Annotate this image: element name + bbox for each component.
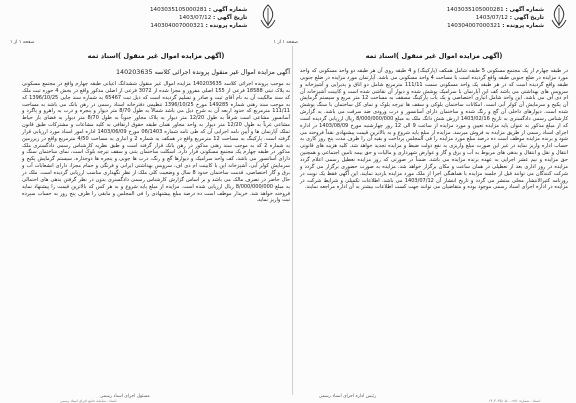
signature: رئیس اداره اجرای اسناد رسمی — [318, 394, 376, 399]
notice-body: به موجب پرونده اجرائی کلاسه 140203635 مزایده اموال غیر منقول ششدانگ اعیانی طبقه چهارم واقع در مجتمع مسکونی به پلاک ثبتی 18588 فرعی از 155 اصلی مفروز و مجزا شده از 3072 فرعی از اصلی مذکور واقع در بخش 4 حوزه ثبت ملک که سند مالکیت آن به نام آقای ثبت و صادر و تسلیم گردیده است که ذیل ثبت 65467 به شماره سند چاپی 1396/10/25 که به موجب سند رهنی شماره 149285 مورخ 1396/10/25 تنظیمی دفترخانه اسناد رسمی در رهن بانک می باشد به مساحت 111/11 مترمربع که حدود اربعه آن به شرح ذیل می باشد شمالاً به طول 8/70 متر دیوار و پنجره و درب به راهرو و پاگرد و آسانسور مشاعی است شرقاً به طول 12/20 متر دیوار به پلاک مجاور جنوباً به طول 8/70 متر دیوار به فضای باز حیاط مشاعی غرباً به طول 12/20 متر دیوار به واحد مجاور همان طبقه حقوق ارتفاقی به کلیه مشاعات و مشترکات طبق قانون تملک آپارتمان ها و آیین نامه اجرایی آن که طی نامه شماره 06/1403 مورخ 1403/06/09 اداره امور اسناد مورد ارزیابی قرار گرفته است. پارکینگ به مساحت 12 مترمربع واقع در همکف به شماره 2 و انباری به مساحت 4/50 مترمربع واقع در زیرزمین به شماره 2 که به موجب سند رهنی مذکور در رهن بانک قرار گرفته است و طبق نظریه کارشناس رسمی دادگستری ملک مذکور در طبقه چهارم یک مجتمع مسکونی قرار دارد. اسکلت ساختمان بتنی و سقف تیرچه بلوک است، نمای ساختمان سنگ و دارای آسانسور می باشد، کف واحد سرامیک و دیوارها گچ و رنگ، درب ها چوبی و پنجره ها دوجداره، سیستم گرمایش پکیج و سرمایش کولر آبی، آشپزخانه اپن با کابینت ام دی اف، سرویس بهداشتی ایرانی و فرنگی و حمام مجزا، دارای انشعابات آب و برق و گاز اختصاصی، قدمت ساختمان حدود 8 سال و وضعیت کلی ملک از نظر نگهداری مناسب ارزیابی گردیده است. ملک در حال حاضر در تصرف مالک می باشد و بر اساس گزارش کارشناس رسمی دادگستری بدون در نظر گرفتن بدهی های احتمالی به مبلغ 8/000/000/000 ریال ارزیابی شده است. مزایده از مبلغ پایه شروع و به هر کس که بالاترین قیمت را پیشنهاد نماید فروخته خواهد شد. خریدار موظف است ده درصد مبلغ پیشنهادی را فی المجلس و مابقی را ظرف پنج روز به حساب سپرده ثبت واریز نماید. — [22, 81, 291, 204]
ad-number-value: 1403035105000281 — [150, 7, 207, 13]
column-divider — [292, 46, 293, 395]
ad-number-value: 1403035105000281 — [446, 7, 504, 13]
emblem-icon — [258, 4, 278, 30]
emblem-icon — [549, 4, 569, 30]
notice-body: در طبقه چهارم از یک مجتمع مسکونی 5 طبقه شامل همکف (پارکینگ) و 4 طبقه روی آن هر طبقه دو واحد مسکونی که واحد مورد مزایده در ضلع جنوبی طبقه واقع گردیده است با مساحت 4 واحد مسکونی می باشد. آپارتمان مورد مزایده در ضلع جنوبی طبقه واقع گردیده است که در هر طبقه یک واحد مسکونی سمت 111/11 مترمربع شامل دو اتاق و پذیرایی و آشپزخانه و سرویس های بهداشتی می باشد کف این آپارتمان با سرامیک پوشش شده و دیوار آن نقاشی شده است و کابینت آشپزخانه آن ام دی اف می باشد. این واحد شامل انباری اختصاصی و یک باب پارکینگ مسقف به مساحت 12 متر مربع و سیستم گرمایش آن پکیج و سرمایش آن کولر آبی است. امکانات ساختمان بلوکی و سقف ها تیرچه بلوک و نمای کل ساختمان با سنگ پوشش شده است. دیوارهای داخلی آن گچ و رنگ شده و ساختمان دارای آسانسور و درب ورودی ضد سرقت می باشد. به گزارش کارشناس رسمی دادگستری به تاریخ 1403/02/16 ارزش شش دانگ ملک به مبلغ 8/000/000/000 ریال ارزیابی گردیده است که از مبلغ مذکور به عنوان پایه مزایده تعیین و مورد مزایده از ساعت 9 الی 12 روز چهارشنبه مورخ 1403/08/09 در اداره اجرای اسناد رسمی از طریق مزایده به فروش میرسد. مزایده از مبلغ پایه شروع و به بالاترین قیمت پیشنهادی نقداً فروخته می شود و برنده مزایده موظف است ده درصد مبلغ مورد مزایده را فی المجلس پرداخت و بقیه آن را ظرف مدت پنج روز کاری به حساب اداره واریز نماید در غیر این صورت مبلغ واریزی به نفع دولت ضبط و مزایده تجدید خواهد شد. کلیه هزینه های قانونی انتقال و نقل و انتقال و بدهی های مربوط به آب و برق و گاز و عوارض شهرداری و مالیات و حق بیمه تامین اجتماعی و همچنین حق مزایده و نیم عشر اجرایی به عهده برنده مزایده می باشد. ضمناً در صورتی که روز مزایده تعطیل رسمی اعلام گردد مزایده در روز اداری بعد از تعطیلی در همان ساعت و مکان برگزار خواهد شد. مزایده به صورت حضوری برگزار می گردد و شرکت کنندگان می توانند قبل از جلسه مزایده با هماهنگی اجرا از ملک مورد مزایده بازدید نمایند. این آگهی فقط یک نوبت در روزنامه کثیرالانتشار محلی منتشر می گردد و تاریخ انتشار آن 1403/07/12 می باشد. اطلاعات تکمیلی و شرایط شرکت در مزایده در اداره اجرای اسناد رسمی موجود بوده و متقاضیان می توانند جهت کسب اطلاعات بیشتر به آن اداره مراجعه نمایند. — [300, 68, 568, 191]
signature: مسئول اجرای اسناد رسمی — [100, 394, 150, 399]
ad-date-label: تاریخ آگهی : — [213, 15, 248, 22]
header-left — [150, 6, 247, 31]
ad-date-value: 1403/07/12 — [179, 15, 212, 22]
page-number: صفحه ۱ از ۱ — [273, 40, 298, 45]
file-number-label: شماره پرونده : — [205, 23, 248, 30]
file-number-label: شماره پرونده : — [502, 23, 544, 30]
footer-text: اسناد - سامانه جامع اجرای اسناد رسمی — [60, 399, 117, 403]
notice-title: (آگهی مزایده اموال غیر منقول )اسناد ثمه — [365, 52, 503, 60]
page-number: صفحه ۱ از ۱ — [10, 40, 35, 45]
header-right — [447, 6, 544, 31]
ad-date-value: 1403/07/12 — [475, 15, 508, 22]
file-number-value: 140304007000321 — [150, 23, 204, 30]
file-number-value: 140304007000321 — [447, 23, 501, 30]
notice-title: (آگهی مزایده اموال غیر منقول )اسناد ثمه — [87, 52, 225, 60]
ad-date-label: تاریخ آگهی : — [509, 15, 544, 22]
ad-number-label: شماره آگهی : — [505, 7, 544, 13]
footer-text: اسناد - شماره: ۱۴۰۳۰۳۵۱۰۵۰۰۰۲۸۱ — [488, 399, 540, 403]
notice-column-right — [300, 52, 568, 191]
notice-column-left — [22, 52, 290, 204]
ad-number-label: شماره آگهی : — [208, 7, 248, 13]
notice-subtitle: آگهی مزایده اموال غیر منقول پرونده اجرائی کلاسه 140203635 — [115, 68, 290, 76]
